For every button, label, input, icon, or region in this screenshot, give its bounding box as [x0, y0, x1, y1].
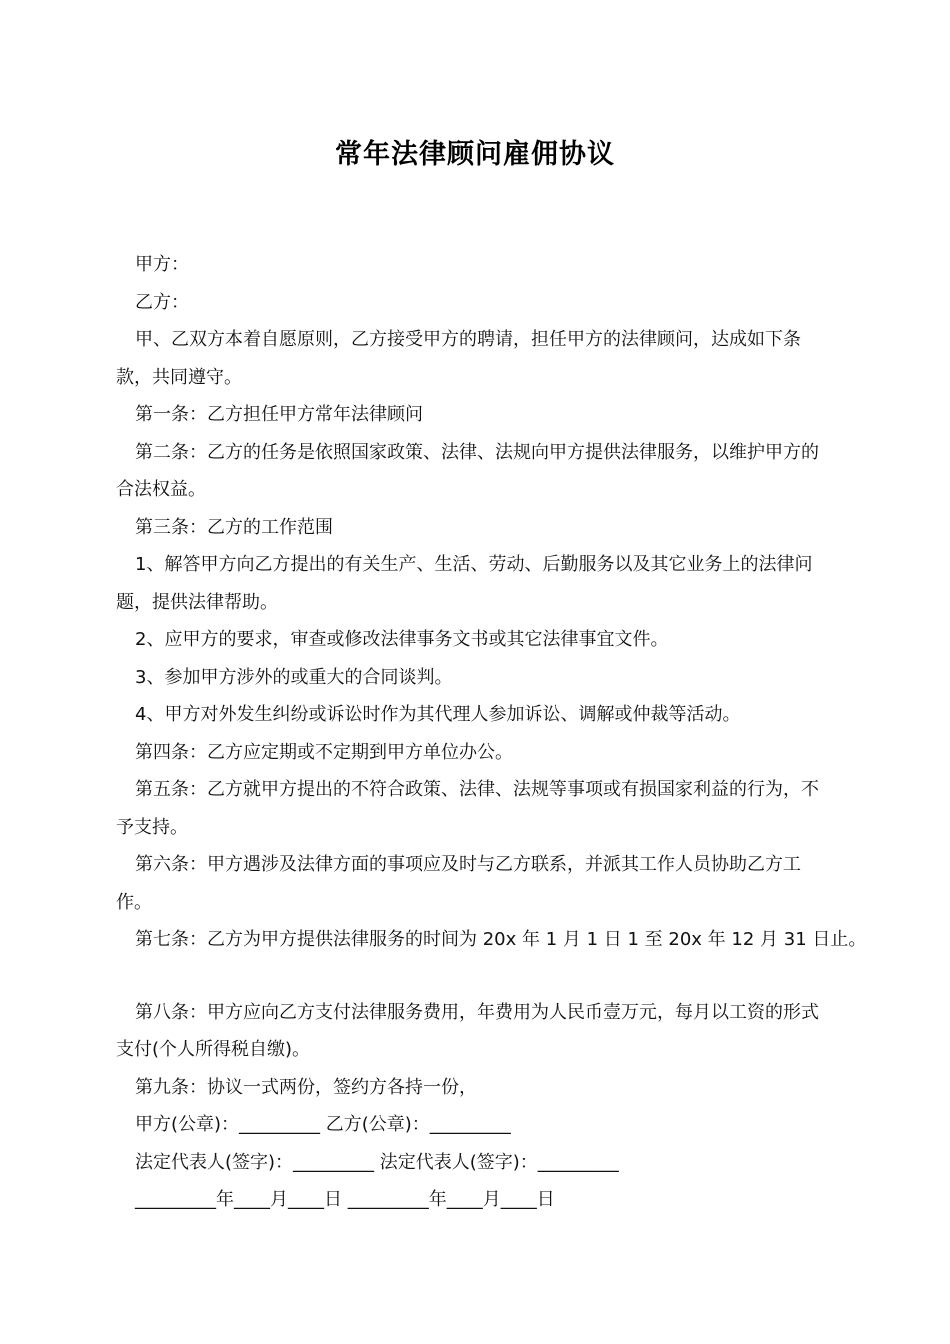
article-2: 第二条：乙方的任务是依照国家政策、法律、法规向甲方提供法律服务，以维护甲方的合法权益。 [116, 441, 819, 500]
preamble-paragraph: 甲、乙双方本着自愿原则，乙方接受甲方的聘请，担任甲方的法律顾问，达成如下条款，共同遵守。 [116, 329, 801, 388]
article-9: 第九条：协议一式两份，签约方各持一份， [135, 1076, 477, 1098]
document-body [116, 246, 867, 1219]
article-4: 第四条：乙方应定期或不定期到甲方单位办公。 [135, 741, 513, 763]
paragraph-gap [116, 959, 836, 994]
article-3: 第三条：乙方的工作范围 [135, 516, 333, 538]
article-8: 第八条：甲方应向乙方支付法律服务费用，年费用为人民币壹万元，每月以工资的形式支付(个人所得税自缴)。 [116, 1001, 819, 1060]
document-title: 常年法律顾问雇佣协议 [335, 139, 615, 170]
scope-item-2: 2、应甲方的要求，审查或修改法律事务文书或其它法律事宜文件。 [135, 629, 669, 650]
party-b-line: 乙方： [135, 291, 189, 313]
scope-item-4: 4、甲方对外发生纠纷或诉讼时作为其代理人参加诉讼、调解或仲裁等活动。 [135, 704, 741, 725]
scope-item-3: 3、参加甲方涉外的或重大的合同谈判。 [135, 666, 453, 688]
scope-item-1: 1、解答甲方向乙方提出的有关生产、生活、劳动、后勤服务以及其它业务上的法律问题，提供法律帮助。 [116, 554, 813, 613]
date-line: _________年____月____日 _________年____月____日 [135, 1189, 555, 1210]
seal-line: 甲方(公章)：_________ 乙方(公章)：_________ [135, 1114, 511, 1135]
article-6: 第六条：甲方遇涉及法律方面的事项应及时与乙方联系，并派其工作人员协助乙方工作。 [116, 854, 801, 913]
article-1: 第一条：乙方担任甲方常年法律顾问 [135, 404, 423, 425]
article-5: 第五条：乙方就甲方提出的不符合政策、法律、法规等事项或有损国家利益的行为，不予支持。 [116, 779, 819, 838]
signature-line: 法定代表人(签字)：_________ 法定代表人(签字)：_________ [135, 1151, 619, 1173]
article-7: 第七条：乙方为甲方提供法律服务的时间为 20x 年 1 月 1 日 1 至 20x 年 12 月 31 日止。 [135, 929, 867, 950]
party-a-line: 甲方： [135, 254, 189, 275]
